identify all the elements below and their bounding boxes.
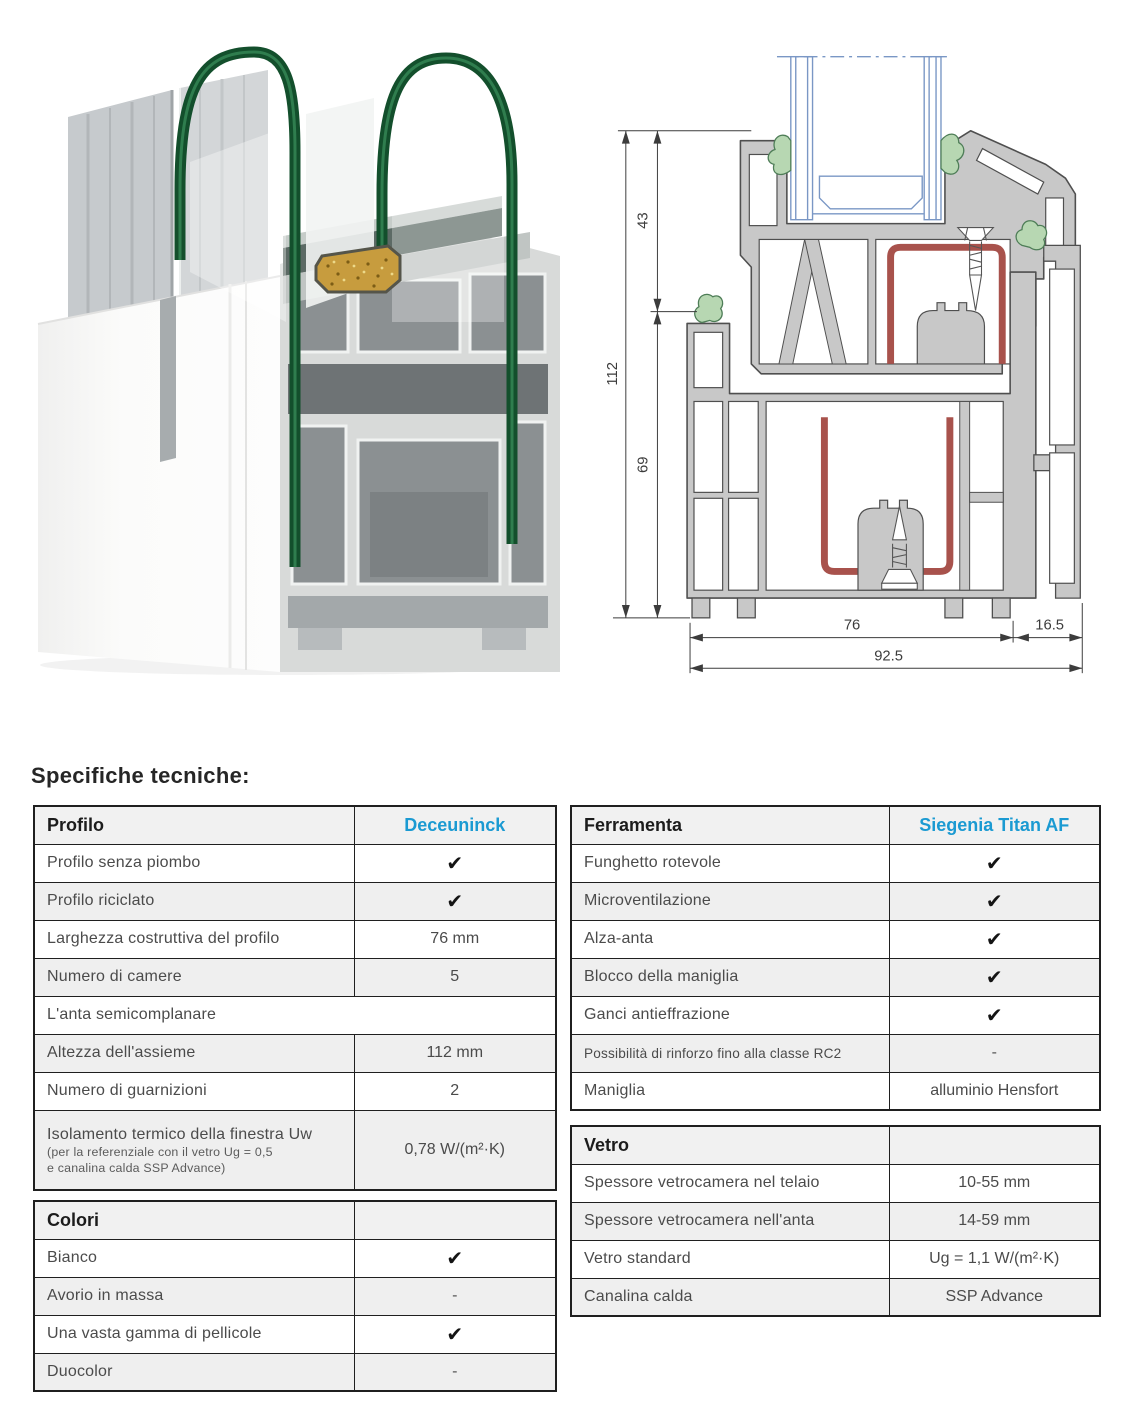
table-row (34, 1239, 556, 1277)
dimension-label-92-5: 92.5 (874, 648, 904, 665)
table-header-row (571, 1126, 1100, 1164)
row-label: Ganci antieffrazione (571, 996, 889, 1034)
row-value: - (354, 1353, 556, 1391)
colori-header: Colori (34, 1201, 354, 1239)
ferramenta-header: Ferramenta (571, 806, 889, 844)
table-row (34, 996, 556, 1034)
row-label: Una vasta gamma di pellicole (34, 1315, 354, 1353)
row-value: 5 (354, 958, 556, 996)
table-header-row (571, 806, 1100, 844)
row-label: Duocolor (34, 1353, 354, 1391)
page-title: Specifiche tecniche: (31, 763, 250, 788)
row-label: Avorio in massa (34, 1277, 354, 1315)
ferramenta-table (570, 805, 1101, 1111)
table-row (571, 1034, 1100, 1072)
row-label: Profilo riciclato (34, 882, 354, 920)
row-label: Vetro standard (571, 1240, 889, 1278)
row-value: 76 mm (354, 920, 556, 958)
figures-row (30, 22, 1115, 687)
spec-tables (33, 805, 1101, 1392)
groove-shadow (160, 296, 176, 462)
table-row (34, 920, 556, 958)
row-label: Spessore vetrocamera nell'anta (571, 1202, 889, 1240)
iso-note-1: (per la referenziale con il vetro Ug = 0,5 (47, 1145, 273, 1160)
row-label: Numero di camere (34, 958, 354, 996)
vetro-table (570, 1125, 1101, 1317)
row-value: - (889, 1034, 1100, 1072)
profilo-table (33, 805, 557, 1191)
dimension-label-76: 76 (843, 617, 861, 634)
table-row (571, 958, 1100, 996)
table-row (571, 1278, 1100, 1316)
colori-table (33, 1200, 557, 1392)
white-frame-block (38, 276, 280, 672)
dimension-label-16-5: 16.5 (1035, 617, 1065, 634)
table-row (34, 844, 556, 882)
table-row (571, 1240, 1100, 1278)
row-label: Altezza dell'assieme (34, 1034, 354, 1072)
check-icon: ✔ (354, 1315, 556, 1353)
row-value: 112 mm (354, 1034, 556, 1072)
table-row (571, 1072, 1100, 1110)
profilo-header: Profilo (34, 806, 354, 844)
glass-unit (777, 57, 947, 220)
check-icon: ✔ (354, 882, 556, 920)
row-value: alluminio Hensfort (889, 1072, 1100, 1110)
table-header-row (34, 1201, 556, 1239)
table-row (34, 1072, 556, 1110)
row-label: Profilo senza piombo (34, 844, 354, 882)
right-tables-column (570, 805, 1101, 1317)
left-tables-column (33, 805, 557, 1392)
iso-label: Isolamento termico della finestra Uw (47, 1126, 313, 1144)
row-label: L'anta semicomplanare (34, 996, 556, 1034)
table-row (34, 882, 556, 920)
hardware-groove-sash (917, 303, 984, 364)
vetro-header-value (889, 1126, 1100, 1164)
row-value: 14-59 mm (889, 1202, 1100, 1240)
row-label: Numero di guarnizioni (34, 1072, 354, 1110)
row-label: Canalina calda (571, 1278, 889, 1316)
table-row (34, 1315, 556, 1353)
table-row (571, 882, 1100, 920)
iso-note-2: e canalina calda SSP Advance) (47, 1161, 226, 1176)
row-value: 0,78 W/(m²·K) (354, 1110, 556, 1190)
check-icon: ✔ (354, 1239, 556, 1277)
row-value: - (354, 1277, 556, 1315)
profilo-brand: Deceuninck (354, 806, 556, 844)
check-icon: ✔ (889, 882, 1100, 920)
table-row (571, 844, 1100, 882)
table-row (571, 996, 1100, 1034)
row-label: Microventilazione (571, 882, 889, 920)
dimension-label-69: 69 (635, 456, 652, 473)
table-row (34, 958, 556, 996)
glazing-spacer (819, 176, 922, 209)
dimension-label-112: 112 (604, 362, 621, 386)
table-row (571, 1202, 1100, 1240)
table-row (571, 920, 1100, 958)
table-row (34, 1034, 556, 1072)
table-row (34, 1353, 556, 1391)
row-label: Funghetto rotevole (571, 844, 889, 882)
row-label: Possibilità di rinforzo fino alla classe RC2 (571, 1034, 889, 1072)
row-label: Spessore vetrocamera nel telaio (571, 1164, 889, 1202)
vetro-header: Vetro (571, 1126, 889, 1164)
row-label: Bianco (34, 1239, 354, 1277)
colori-header-value (354, 1201, 556, 1239)
row-value: SSP Advance (889, 1278, 1100, 1316)
profile-sample-photo (30, 22, 560, 680)
row-label: Alza-anta (571, 920, 889, 958)
table-row (34, 1110, 556, 1190)
row-label: Maniglia (571, 1072, 889, 1110)
dimension-label-43: 43 (635, 212, 652, 229)
cross-section-diagram (600, 22, 1115, 687)
check-icon: ✔ (889, 920, 1100, 958)
table-header-row (34, 806, 556, 844)
check-icon: ✔ (889, 958, 1100, 996)
row-label (34, 1110, 354, 1190)
row-value: 10-55 mm (889, 1164, 1100, 1202)
row-value: Ug = 1,1 W/(m²·K) (889, 1240, 1100, 1278)
ferramenta-brand: Siegenia Titan AF (889, 806, 1100, 844)
check-icon: ✔ (889, 844, 1100, 882)
table-row (571, 1164, 1100, 1202)
row-label: Larghezza costruttiva del profilo (34, 920, 354, 958)
table-row (34, 1277, 556, 1315)
row-value: 2 (354, 1072, 556, 1110)
check-icon: ✔ (889, 996, 1100, 1034)
cross-section-diagram-svg (600, 30, 1115, 687)
gasket-frame-left (695, 294, 723, 322)
check-icon: ✔ (354, 844, 556, 882)
row-label: Blocco della maniglia (571, 958, 889, 996)
profile-sample-photo-svg (30, 22, 560, 677)
